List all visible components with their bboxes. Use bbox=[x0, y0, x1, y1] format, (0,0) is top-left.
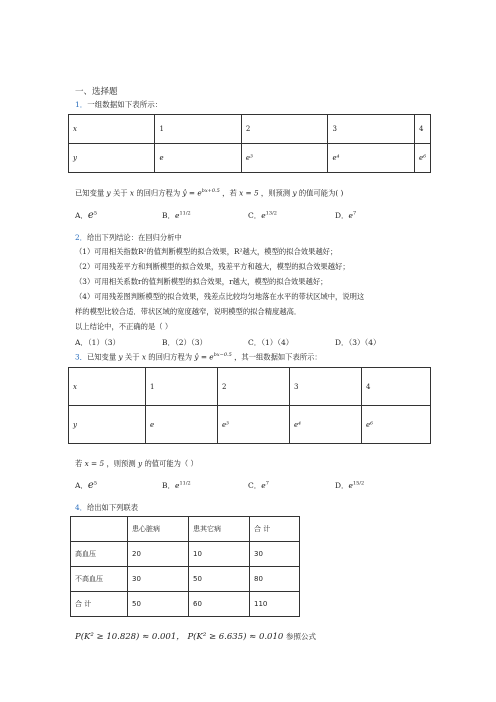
variable: x bbox=[129, 188, 135, 198]
question-3-stem bbox=[75, 352, 322, 362]
text: 的值可能为( ) bbox=[298, 188, 344, 198]
question-2-prompt: 以上结论中，不正确的是（ ） bbox=[75, 322, 173, 331]
equation: x = 5 bbox=[84, 459, 105, 468]
table-cell: 3 bbox=[290, 368, 362, 406]
question-text: 给出如下列联表 bbox=[86, 503, 139, 512]
option-value: （2）（3） bbox=[175, 338, 208, 347]
equation: ŷ = e bbox=[182, 188, 202, 198]
table-cell: 110 bbox=[250, 592, 300, 617]
table-cell: e bbox=[146, 406, 218, 444]
option-label: D． bbox=[335, 481, 349, 490]
question-3-condition bbox=[75, 459, 198, 469]
table-cell: y bbox=[69, 406, 146, 444]
table-cell: 80 bbox=[250, 567, 300, 592]
table-cell: 30 bbox=[128, 567, 189, 592]
table-cell: 50 bbox=[128, 592, 189, 617]
text: ，则预测 bbox=[106, 459, 136, 468]
table-cell: e⁴ bbox=[328, 144, 415, 173]
table-cell: e bbox=[155, 144, 241, 173]
table-cell: 4 bbox=[362, 368, 431, 406]
table-cell: x bbox=[69, 368, 146, 406]
option-b[interactable] bbox=[162, 480, 191, 491]
option-c[interactable] bbox=[248, 480, 269, 491]
reference-formula bbox=[75, 630, 316, 642]
option-label: D． bbox=[335, 338, 349, 347]
exponent: 11/2 bbox=[179, 210, 191, 217]
exponent: 11/2 bbox=[179, 480, 191, 487]
option-label: A． bbox=[75, 481, 88, 490]
table-header-cell: 患其它病 bbox=[189, 517, 250, 542]
section-title: 一、选择题 bbox=[75, 87, 118, 97]
question-number: 1． bbox=[75, 100, 88, 109]
contingency-table bbox=[70, 516, 300, 617]
table-cell: 50 bbox=[189, 567, 250, 592]
option-value: e bbox=[87, 480, 94, 491]
statement-2: （2）可用残差平方和判断模型的拟合效果，残差平方和越大，模型的拟合效果越好； bbox=[75, 262, 350, 271]
option-value: （3）（4） bbox=[348, 338, 381, 347]
exponent: 5 bbox=[93, 480, 98, 487]
option-value: e bbox=[261, 211, 266, 220]
text: ，其一组数据如下表所示： bbox=[234, 352, 322, 362]
text: 已知变量 bbox=[86, 352, 117, 362]
option-a[interactable] bbox=[75, 480, 97, 491]
data-table-3 bbox=[68, 367, 431, 444]
table-header-cell: 患心脏病 bbox=[128, 517, 189, 542]
text: 关于 bbox=[112, 188, 128, 198]
question-1-stem bbox=[75, 99, 162, 110]
question-2-stem bbox=[75, 233, 182, 243]
option-d[interactable] bbox=[335, 210, 356, 221]
equation: x = 5 bbox=[239, 188, 259, 198]
option-label: C． bbox=[248, 338, 262, 347]
option-label: B． bbox=[162, 481, 176, 490]
exponent: 15/2 bbox=[352, 480, 365, 487]
table-header-cell bbox=[71, 517, 128, 542]
option-value: e bbox=[87, 210, 94, 221]
option-a[interactable] bbox=[75, 337, 120, 348]
equation: ŷ = e bbox=[194, 352, 214, 362]
text: 若 bbox=[75, 459, 83, 468]
option-value: e bbox=[261, 481, 266, 490]
table-cell: 2 bbox=[241, 115, 328, 144]
option-value: （1）（3） bbox=[87, 338, 120, 347]
text: 关于 bbox=[124, 352, 140, 362]
text: ，则预测 bbox=[260, 188, 291, 198]
table-cell: y bbox=[69, 144, 155, 173]
question-number: 3． bbox=[75, 352, 87, 362]
table-header-cell: 合 计 bbox=[250, 517, 300, 542]
option-label: C． bbox=[248, 481, 262, 490]
option-label: A． bbox=[75, 338, 88, 347]
option-label: A． bbox=[75, 211, 88, 220]
table-cell: 30 bbox=[250, 542, 300, 567]
question-text: 一组数据如下表所示： bbox=[87, 100, 163, 109]
probability-formula: P(K² ≥ 10.828) ≈ 0.001， bbox=[75, 632, 185, 642]
table-cell: 2 bbox=[218, 368, 290, 406]
table-cell: e³ bbox=[218, 406, 290, 444]
table-cell: e⁶ bbox=[415, 144, 431, 173]
option-value: e bbox=[348, 481, 353, 490]
text: 已知变量 bbox=[75, 188, 105, 198]
text: ，若 bbox=[222, 188, 237, 198]
statement-3: （3）可用相关系数r的值判断模型的拟合效果，r越大，模型的拟合效果越好； bbox=[75, 277, 328, 286]
text: 的回归方程为 bbox=[148, 352, 193, 362]
option-value: （1）（4） bbox=[261, 338, 294, 347]
text: 参照公式 bbox=[286, 632, 316, 641]
table-cell: e³ bbox=[241, 144, 328, 173]
table-cell: 60 bbox=[189, 592, 250, 617]
exponent: 7 bbox=[265, 480, 269, 487]
table-cell: 合 计 bbox=[71, 592, 128, 617]
option-label: D． bbox=[335, 211, 349, 220]
question-1-condition bbox=[75, 188, 343, 198]
option-d[interactable] bbox=[335, 337, 381, 348]
table-cell: 10 bbox=[189, 542, 250, 567]
option-label: B． bbox=[162, 338, 176, 347]
variable: x bbox=[141, 352, 146, 362]
option-b[interactable] bbox=[162, 337, 207, 348]
option-value: e bbox=[175, 481, 180, 490]
table-cell: 3 bbox=[328, 115, 415, 144]
option-value: e bbox=[348, 211, 353, 220]
table-cell: 4 bbox=[415, 115, 431, 144]
table-cell: 1 bbox=[155, 115, 241, 144]
option-d[interactable] bbox=[335, 480, 364, 491]
variable: y bbox=[137, 459, 143, 468]
option-c[interactable] bbox=[248, 210, 277, 221]
table-cell: e⁴ bbox=[290, 406, 362, 444]
table-cell: e⁶ bbox=[362, 406, 431, 444]
exponent: bx−0.5 bbox=[213, 352, 232, 358]
probability-formula: P(K² ≥ 6.635) ≈ 0.010 bbox=[187, 632, 284, 642]
table-cell: 不高血压 bbox=[71, 567, 128, 592]
question-number: 2． bbox=[75, 233, 87, 242]
exponent: 5 bbox=[93, 210, 98, 217]
text: 的回归方程为 bbox=[136, 188, 181, 198]
question-text: 给出下列结论：在回归分析中 bbox=[86, 233, 182, 242]
exponent: 13/2 bbox=[265, 210, 277, 217]
option-a[interactable] bbox=[75, 210, 97, 221]
question-number: 4． bbox=[75, 503, 87, 512]
variable: y bbox=[118, 352, 123, 362]
option-b[interactable] bbox=[162, 210, 191, 221]
option-label: B． bbox=[162, 211, 176, 220]
statement-4-continued: 样的模型比较合适．带状区域的宽度越窄，说明模型的拟合精度越高． bbox=[75, 307, 302, 316]
option-value: e bbox=[175, 211, 180, 220]
table-cell: 20 bbox=[128, 542, 189, 567]
statement-4: （4）可用残差图判断模型的拟合效果，残差点比较均匀地落在水平的带状区域中，说明这 bbox=[75, 292, 365, 301]
table-cell: 1 bbox=[146, 368, 218, 406]
table-cell: 高血压 bbox=[71, 542, 128, 567]
text: 的值可能为（ ） bbox=[144, 459, 198, 468]
data-table-1 bbox=[68, 114, 431, 173]
statement-1: （1）可用相关指数R²的值判断模型的拟合效果，R²越大，模型的拟合效果越好； bbox=[75, 247, 338, 256]
question-4-stem bbox=[75, 503, 138, 513]
variable: y bbox=[106, 188, 111, 198]
option-c[interactable] bbox=[248, 337, 293, 348]
exponent: 7 bbox=[352, 210, 357, 217]
exponent: bx+0.5 bbox=[201, 188, 220, 194]
option-label: C． bbox=[248, 211, 262, 220]
table-cell: x bbox=[69, 115, 155, 144]
variable: y bbox=[292, 188, 297, 198]
